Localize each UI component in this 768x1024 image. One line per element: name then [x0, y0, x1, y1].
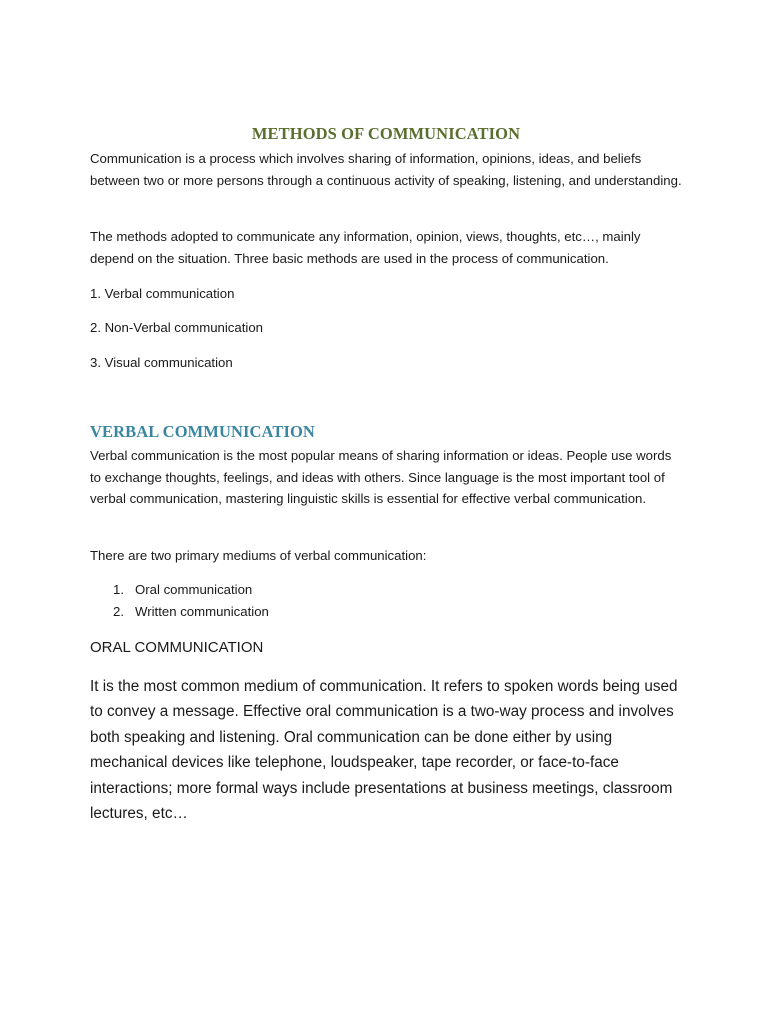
list-item-label: Oral communication — [135, 582, 253, 597]
methods-paragraph: The methods adopted to communicate any information, opinion, views, thoughts, etc…, mainly depend on the situation. Three basic methods are used in the process of communication. — [90, 229, 641, 266]
mediums-list — [90, 579, 269, 622]
list-number: 1. — [113, 582, 124, 597]
verbal-paragraph: Verbal communication is the most popular means of sharing information or ideas. People use words to exchange thoughts, feelings, and ideas with others. Since language is the most important tool of verbal communication, mastering linguistic skills is essential for effective verbal communication. — [90, 448, 672, 507]
method-item-visual: 3. Visual communication — [90, 355, 233, 370]
method-item-non-verbal: 2. Non-Verbal communication — [90, 320, 263, 335]
list-item-label: Written communication — [135, 603, 269, 619]
method-item-verbal: 1. Verbal communication — [90, 286, 235, 301]
oral-section-heading: ORAL COMMUNICATION — [90, 639, 264, 656]
list-item — [90, 579, 269, 601]
document-title: METHODS OF COMMUNICATION — [251, 124, 521, 143]
mediums-intro: There are two primary mediums of verbal communication: — [90, 548, 427, 563]
intro-paragraph: Communication is a process which involves sharing of information, opinions, ideas, and beliefs between two or more persons through a continuous activity of speaking, listening, and understanding. — [90, 151, 682, 188]
verbal-section-heading: VERBAL COMMUNICATION — [90, 422, 315, 441]
oral-paragraph: It is the most common medium of communication. It refers to spoken words being used to convey a message. Effective oral communication is a two-way process and involves both speaking and listening. Oral communication can be done either by using mechanical devices like telephone, loudspeaker, tape recorder, or face-to-face interactions; more formal ways include presentations at business meetings, classroom lectures, etc… — [90, 678, 678, 823]
list-item — [90, 601, 269, 623]
list-number: 2. — [113, 603, 124, 619]
